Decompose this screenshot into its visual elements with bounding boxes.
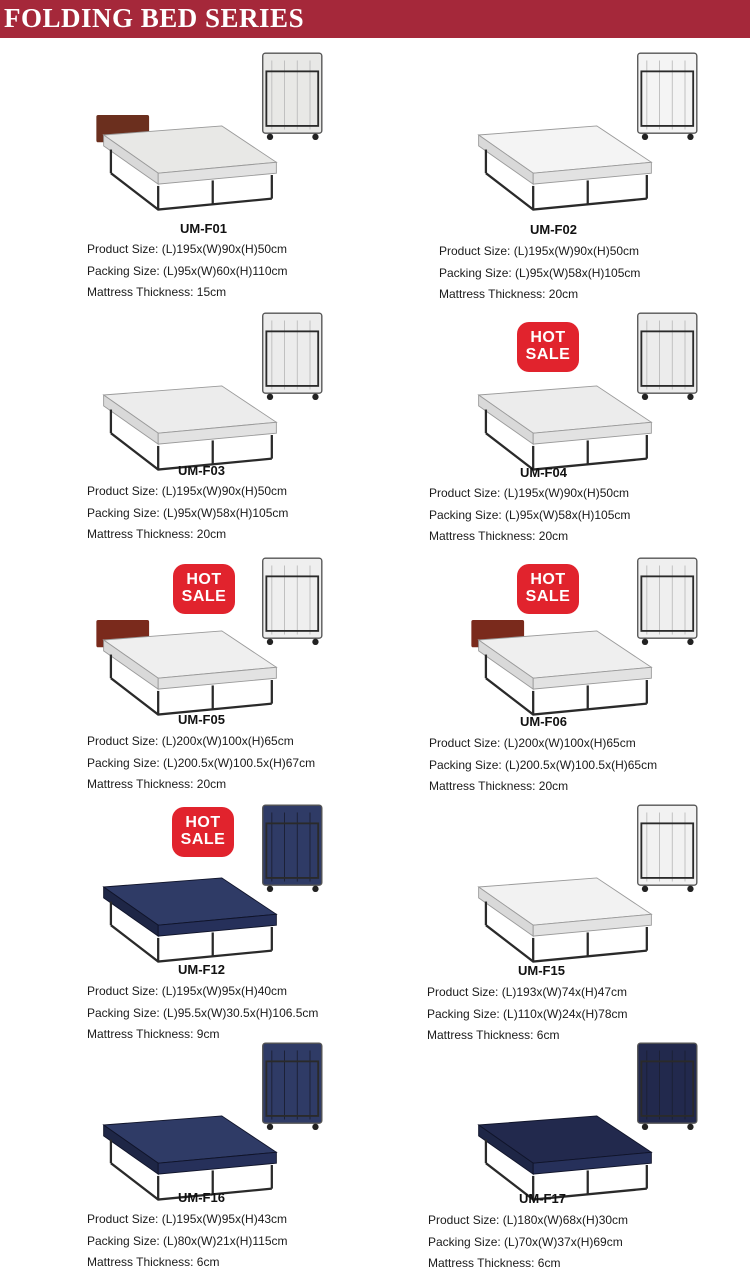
spec-mattress-thickness: Mattress Thickness: 20cm: [87, 527, 227, 541]
product-image: [415, 40, 715, 230]
hot-sale-line-1: HOT: [530, 571, 566, 588]
spec-product-size: Product Size: (L)193x(W)74x(H)47cm: [427, 985, 628, 999]
hot-sale-line-2: SALE: [525, 588, 571, 605]
hot-sale-line-2: SALE: [525, 346, 571, 363]
open-bed-image: [471, 620, 651, 715]
folded-bed-image: [638, 313, 697, 400]
product-image: [40, 300, 340, 490]
open-bed-image: [479, 1116, 652, 1200]
caster-wheel: [687, 886, 693, 892]
caster-wheel: [312, 639, 318, 645]
spec-product-size: Product Size: (L)195x(W)90x(H)50cm: [87, 484, 288, 498]
spec-mattress-thickness: Mattress Thickness: 20cm: [429, 529, 569, 543]
hot-sale-badge: [172, 807, 234, 857]
caster-wheel: [687, 639, 693, 645]
spec-packing-size: Packing Size: (L)95.5x(W)30.5x(H)106.5cm: [87, 1005, 319, 1020]
spec-product-size: Product Size: (L)200x(W)100x(H)65cm: [429, 736, 636, 750]
caster-wheel: [687, 394, 693, 400]
folded-bed-image: [263, 805, 322, 892]
spec-product-size: Product Size: (L)200x(W)100x(H)65cm: [87, 734, 294, 748]
spec-mattress-thickness: Mattress Thickness: 15cm: [87, 285, 227, 299]
open-bed-image: [479, 386, 652, 470]
product-card: [375, 300, 735, 550]
open-bed-image: [104, 878, 277, 962]
spec-packing-size: Packing Size: (L)70x(W)37x(H)69cm: [428, 1234, 623, 1249]
spec-mattress-thickness: Mattress Thickness: 6cm: [428, 1256, 561, 1270]
spec-product-size: Product Size: (L)195x(W)90x(H)50cm: [429, 486, 630, 500]
caster-wheel: [312, 394, 318, 400]
caster-wheel: [687, 134, 693, 140]
product-model: UM-F04: [520, 465, 567, 480]
spec-packing-size: Packing Size: (L)95x(W)58x(H)105cm: [87, 505, 289, 520]
spec-product-size: Product Size: (L)195x(W)90x(H)50cm: [87, 242, 288, 256]
caster-wheel: [312, 1124, 318, 1130]
open-bed-image: [104, 1116, 277, 1200]
product-model: UM-F02: [530, 222, 577, 237]
caster-wheel: [267, 639, 273, 645]
product-image: [415, 792, 715, 982]
caster-wheel: [312, 134, 318, 140]
hot-sale-line-1: HOT: [185, 814, 221, 831]
hot-sale-badge: [517, 322, 579, 372]
hot-sale-badge: [517, 564, 579, 614]
open-bed-image: [479, 126, 652, 210]
open-bed-image: [96, 620, 276, 715]
caster-wheel: [642, 886, 648, 892]
product-card: [0, 300, 360, 550]
caster-wheel: [267, 886, 273, 892]
caster-wheel: [642, 134, 648, 140]
product-model: UM-F06: [520, 714, 567, 729]
product-card: [375, 792, 735, 1042]
caster-wheel: [312, 886, 318, 892]
spec-mattress-thickness: Mattress Thickness: 20cm: [439, 287, 579, 301]
product-model: UM-F17: [519, 1191, 566, 1206]
spec-packing-size: Packing Size: (L)200.5x(W)100.5x(H)67cm: [87, 755, 316, 770]
product-card: [375, 545, 735, 795]
spec-product-size: Product Size: (L)195x(W)90x(H)50cm: [439, 244, 640, 258]
caster-wheel: [267, 1124, 273, 1130]
hot-sale-line-2: SALE: [180, 831, 226, 848]
spec-packing-size: Packing Size: (L)95x(W)60x(H)110cm: [87, 263, 288, 278]
folded-bed-image: [638, 558, 697, 645]
folded-bed-image: [263, 313, 322, 400]
caster-wheel: [267, 134, 273, 140]
hot-sale-line-1: HOT: [530, 329, 566, 346]
product-card: [0, 40, 360, 299]
open-bed-image: [96, 115, 276, 210]
product-image: [40, 40, 340, 230]
folded-bed-image: [263, 53, 322, 140]
product-card: [375, 40, 735, 301]
caster-wheel: [642, 639, 648, 645]
product-card: [375, 1030, 735, 1275]
caster-wheel: [642, 1124, 648, 1130]
spec-product-size: Product Size: (L)180x(W)68x(H)30cm: [428, 1213, 629, 1227]
spec-packing-size: Packing Size: (L)200.5x(W)100.5x(H)65cm: [429, 757, 658, 772]
header-banner: [0, 0, 750, 38]
folded-bed-image: [263, 1043, 322, 1130]
spec-mattress-thickness: Mattress Thickness: 6cm: [427, 1028, 560, 1042]
open-bed-image: [479, 878, 652, 962]
folded-bed-image: [638, 805, 697, 892]
product-model: UM-F12: [178, 962, 225, 977]
page-title: FOLDING BED SERIES: [4, 3, 305, 33]
spec-packing-size: Packing Size: (L)95x(W)58x(H)105cm: [429, 507, 631, 522]
caster-wheel: [267, 394, 273, 400]
spec-mattress-thickness: Mattress Thickness: 20cm: [87, 777, 227, 791]
hot-sale-line-1: HOT: [186, 571, 222, 588]
spec-product-size: Product Size: (L)195x(W)95x(H)43cm: [87, 1212, 288, 1226]
folded-bed-image: [638, 1043, 697, 1130]
hot-sale-badge: [173, 564, 235, 614]
spec-packing-size: Packing Size: (L)95x(W)58x(H)105cm: [439, 265, 641, 280]
spec-mattress-thickness: Mattress Thickness: 20cm: [429, 779, 569, 793]
caster-wheel: [642, 394, 648, 400]
folded-bed-image: [638, 53, 697, 140]
spec-mattress-thickness: Mattress Thickness: 6cm: [87, 1255, 220, 1269]
open-bed-image: [104, 386, 277, 470]
spec-product-size: Product Size: (L)195x(W)95x(H)40cm: [87, 984, 288, 998]
spec-packing-size: Packing Size: (L)110x(W)24x(H)78cm: [427, 1006, 628, 1021]
hot-sale-line-2: SALE: [181, 588, 227, 605]
product-model: UM-F15: [518, 963, 565, 978]
folded-bed-image: [263, 558, 322, 645]
product-model: UM-F01: [180, 221, 227, 236]
product-model: UM-F05: [178, 712, 225, 727]
product-card: [0, 1030, 360, 1275]
product-model: UM-F16: [178, 1190, 225, 1205]
spec-packing-size: Packing Size: (L)80x(W)21x(H)115cm: [87, 1233, 288, 1248]
spec-mattress-thickness: Mattress Thickness: 9cm: [87, 1027, 220, 1041]
product-model: UM-F03: [178, 463, 225, 478]
product-card: [0, 792, 360, 1042]
caster-wheel: [687, 1124, 693, 1130]
product-card: [0, 545, 360, 795]
